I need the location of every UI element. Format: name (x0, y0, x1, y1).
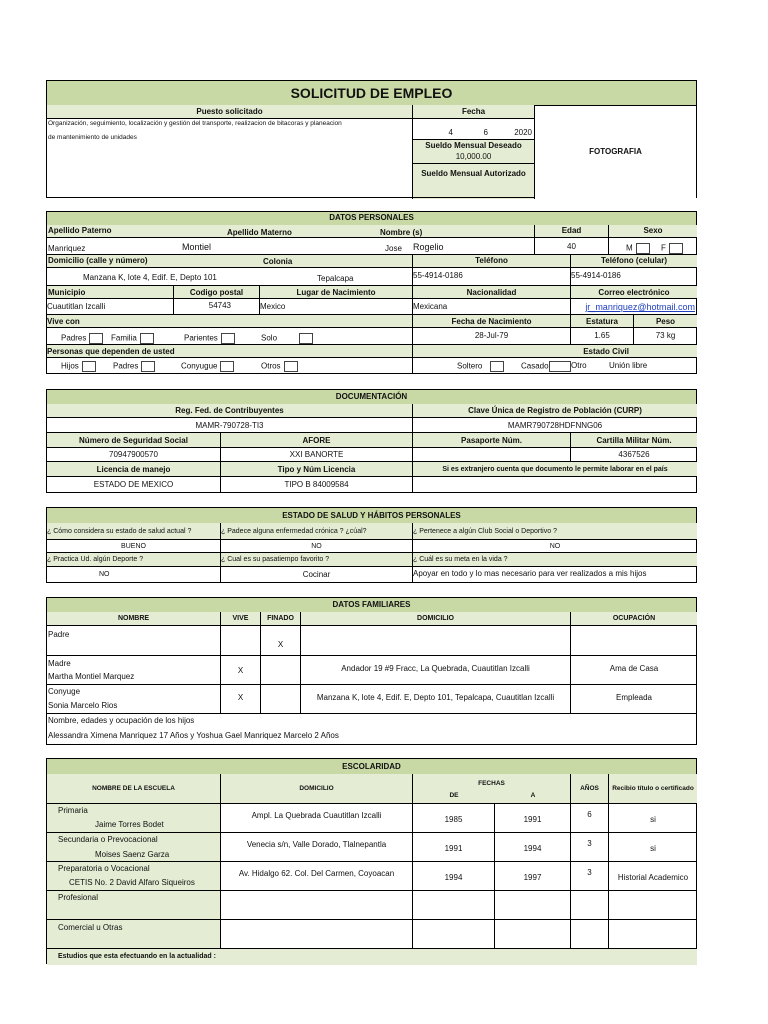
curp-value[interactable]: MAMR790728HDFNNG06 (413, 418, 697, 433)
esc-nivel: Primaria (58, 806, 88, 815)
esc-de-label: DE (449, 792, 459, 799)
esc-row-secundaria[interactable] (47, 833, 221, 862)
nac-value[interactable]: Mexicana (413, 299, 571, 315)
dependientes-row (47, 358, 413, 373)
tipo-licencia-label: Tipo y Núm Licencia (221, 462, 413, 477)
fam-col-ocupacion: OCUPACIÓN (571, 612, 697, 626)
esc-de[interactable]: 1994 (413, 862, 495, 891)
esc-row-primaria[interactable] (47, 804, 221, 833)
esc-a-label: A (530, 792, 536, 799)
fam-vive[interactable] (221, 626, 261, 656)
esc-de[interactable] (413, 920, 495, 949)
esc-titulo[interactable]: si (609, 804, 697, 833)
civil-soltero: Soltero (457, 361, 504, 372)
esc-titulo[interactable] (609, 891, 697, 920)
sexo-value (609, 238, 697, 255)
esc-escuela: CETIS No. 2 David Alfaro Siqueiros (69, 878, 195, 887)
datos-personales (46, 211, 697, 374)
q-club: ¿ Pertenece a algún Club Social o Deportivo ? (413, 523, 697, 540)
est-value[interactable]: 1.65 (571, 328, 634, 345)
fam-finado[interactable] (261, 656, 301, 685)
documentacion (46, 389, 697, 493)
esc-escuela: Jaime Torres Bodet (95, 820, 164, 829)
esc-anos[interactable]: 6 (571, 804, 609, 833)
esc-nivel: Comercial u Otras (58, 923, 123, 932)
civil-union: Unión libre (609, 361, 648, 370)
esc-nivel: Profesional (58, 893, 99, 902)
peso-label: Peso (634, 315, 697, 328)
civil-casado: Casado (521, 361, 571, 372)
civil-casado-checkbox[interactable] (549, 361, 571, 372)
fam-ocupacion[interactable]: Empleada (571, 685, 697, 714)
ap-mat-value: Montiel (182, 242, 212, 252)
dep-otros-checkbox[interactable] (284, 361, 298, 372)
ap-mat-label: Apellido Materno (227, 228, 292, 237)
vive-parientes: Parientes (184, 333, 235, 344)
esc-a[interactable]: 1997 (495, 862, 571, 891)
fam-vive[interactable]: X (221, 656, 261, 685)
fam-domicilio[interactable]: Manzana K, lote 4, Edif. E, Depto 101, Tepalcapa, Cuautitlan Izcalli (301, 685, 571, 714)
nombre2-value: Rogelio (413, 242, 444, 252)
esc-domicilio[interactable]: Ampl. La Quebrada Cuautitlan Izcalli (221, 804, 413, 833)
vive-familia-checkbox[interactable] (140, 333, 154, 344)
vive-solo-checkbox[interactable] (299, 333, 313, 344)
hijos-value: Alessandra Ximena Manriquez 17 Años y Yoshua Gael Manriquez Marcelo 2 Años (48, 731, 339, 740)
col-value: Tepalcapa (317, 274, 354, 283)
fam-rel: Conyuge (48, 687, 81, 696)
peso-value[interactable]: 73 kg (634, 328, 697, 345)
tel-label: Teléfono (413, 255, 571, 268)
est-label: Estatura (571, 315, 634, 328)
extranjero-value[interactable] (413, 477, 697, 492)
vive-label: Vive con (47, 315, 413, 328)
esc-col-anos: AÑOS (571, 774, 609, 804)
nss-label: Número de Seguridad Social (47, 433, 221, 448)
dep-padres: Padres (113, 361, 155, 372)
fam-finado[interactable]: X (261, 626, 301, 656)
fam-col-domicilio: DOMICILIO (301, 612, 571, 626)
esc-escuela: Moises Saenz Garza (95, 850, 170, 859)
fam-col-vive: VIVE (221, 612, 261, 626)
tipo-licencia-value[interactable]: TIPO B 84009584 (221, 477, 413, 492)
sueldo-deseado-value: 10,000.00 (455, 152, 492, 161)
a-enfermedad[interactable]: NO (221, 540, 413, 553)
lugar-label: Lugar de Nacimiento (260, 286, 413, 299)
a-pasatiempo[interactable]: Cocinar (221, 567, 413, 582)
civil-label: Estado Civil (413, 345, 697, 358)
cel-value[interactable]: 55-4914-0186 (571, 268, 697, 286)
fecha-label: Fecha (413, 105, 535, 119)
vive-padres: Padres (61, 333, 103, 344)
esc-actual-row[interactable] (47, 949, 697, 965)
cartilla-label: Cartilla Militar Núm. (571, 433, 697, 448)
fam-vive[interactable]: X (221, 685, 261, 714)
esc-de[interactable]: 1991 (413, 833, 495, 862)
fam-row-madre[interactable] (47, 656, 221, 685)
esc-a[interactable] (495, 920, 571, 949)
licencia-value[interactable]: ESTADO DE MEXICO (47, 477, 221, 492)
extranjero-label: Si es extranjero cuenta que documento le permite laborar en el país (413, 462, 697, 477)
sueldo-autorizado[interactable] (413, 164, 535, 199)
salud-header: ESTADO DE SALUD Y HÁBITOS PERSONALES (47, 508, 696, 524)
cp-value[interactable]: 54743 (174, 299, 260, 315)
licencia-label: Licencia de manejo (47, 462, 221, 477)
esc-fechas-label: FECHAS (478, 780, 505, 787)
puesto-label: Puesto solicitado (47, 105, 413, 119)
esc-header: ESCOLARIDAD (47, 759, 696, 775)
fam-ocupacion[interactable]: Ama de Casa (571, 656, 697, 685)
dep-otros: Otros (261, 361, 298, 372)
top-section (46, 80, 697, 198)
form-title: SOLICITUD DE EMPLEO (47, 81, 696, 106)
esc-titulo[interactable]: Historial Academico (609, 862, 697, 891)
fam-ocupacion[interactable] (571, 626, 697, 656)
esc-col-domicilio: DOMICILIO (221, 774, 413, 804)
nombre-row[interactable] (47, 238, 535, 255)
esc-titulo[interactable] (609, 920, 697, 949)
fam-rel: Madre (48, 659, 71, 668)
vive-con-row (47, 328, 413, 345)
sexo-m-checkbox[interactable] (636, 243, 650, 254)
a-salud[interactable]: BUENO (47, 540, 221, 553)
puesto-value[interactable] (47, 119, 413, 199)
correo-label: Correo electrónico (571, 286, 697, 299)
dom-label: Domicilio (calle y número) (48, 256, 148, 265)
hijos-row[interactable] (47, 714, 697, 744)
fam-nombre: Sonia Marcelo Rios (48, 701, 118, 710)
puesto-line1: Organización, seguimiento, localización y gestión del transporte, realizacion de bitacoras y planeacion (48, 120, 342, 127)
fecha-anio: 2020 (514, 128, 532, 137)
q-deporte: ¿ Practica Ud. algún Deporte ? (47, 553, 221, 567)
lugar-value[interactable]: Mexico (260, 299, 413, 315)
q-pasatiempo: ¿ Cual es su pasatiempo favorito ? (221, 553, 413, 567)
civil-soltero-checkbox[interactable] (490, 361, 504, 372)
civil-otro: Otro (571, 361, 587, 370)
fam-col-finado: FINADO (261, 612, 301, 626)
esc-col-escuela: NOMBRE DE LA ESCUELA (47, 774, 221, 804)
datos-familiares (46, 597, 697, 745)
esc-nivel: Secundaria o Prevocacional (58, 835, 158, 844)
cp-label: Codigo postal (174, 286, 260, 299)
vive-padres-checkbox[interactable] (89, 333, 103, 344)
esc-row-comercial[interactable] (47, 920, 221, 949)
q-meta: ¿ Cuál es su meta en la vida ? (413, 553, 697, 567)
fnac-label: Fecha de Nacimiento (413, 315, 571, 328)
vive-parientes-checkbox[interactable] (221, 333, 235, 344)
sexo-f-checkbox[interactable] (669, 243, 683, 254)
cel-label: Teléfono (celular) (571, 255, 697, 268)
fam-col-nombre: NOMBRE (47, 612, 221, 626)
nombre-label-row (47, 225, 535, 238)
dep-conyugue: Conyugue (181, 361, 234, 372)
rfc-value[interactable]: MAMR-790728-TI3 (47, 418, 413, 433)
esc-domicilio[interactable]: Venecia s/n, Valle Dorado, Tlalnepantla (221, 833, 413, 862)
dom-value: Manzana K, lote 4, Edif. E, Depto 101 (83, 273, 217, 282)
ap-pat-value: Manriquez (48, 244, 86, 253)
dep-hijos: Hijos (61, 361, 96, 372)
mun-label: Municipio (47, 286, 174, 299)
cartilla-value[interactable]: 4367526 (571, 448, 697, 462)
puesto-line2: de mantenimiento de unidades (48, 134, 137, 141)
rfc-label: Reg. Fed. de Contribuyentes (47, 404, 413, 418)
dep-hijos-checkbox[interactable] (82, 361, 96, 372)
esc-domicilio[interactable] (221, 920, 413, 949)
domicilio-row[interactable] (47, 268, 413, 286)
fnac-value[interactable]: 28-Jul-79 (413, 328, 571, 345)
fecha-dia: 4 (448, 128, 453, 137)
esc-row-preparatoria[interactable] (47, 862, 221, 891)
esc-domicilio[interactable] (221, 891, 413, 920)
sueldo-deseado-label: Sueldo Mensual Deseado (425, 141, 522, 150)
nombre-label: Nombre (s) (380, 228, 423, 237)
fam-domicilio[interactable] (301, 626, 571, 656)
fecha-mes: 6 (483, 128, 488, 137)
esc-col-titulo: Recibio título o certificado (609, 774, 697, 804)
esc-col-fechas (413, 774, 571, 804)
domicilio-label-row (47, 255, 413, 268)
mun-value[interactable]: Cuautitlan Izcalli (47, 299, 174, 315)
dep-label: Personas que dependen de usted (47, 345, 413, 358)
escolaridad (46, 758, 697, 964)
estado-salud (46, 507, 697, 583)
edad-label: Edad (535, 225, 609, 238)
esc-a[interactable]: 1994 (495, 833, 571, 862)
edad-value[interactable]: 40 (535, 238, 609, 255)
sexo-label: Sexo (609, 225, 697, 238)
tel-value[interactable]: 55-4914-0186 (413, 268, 571, 286)
esc-domicilio[interactable]: Av. Hidalgo 62. Col. Del Carmen, Coyoacan (221, 862, 413, 891)
nss-value[interactable]: 70947900570 (47, 448, 221, 462)
doc-header: DOCUMENTACIÓN (47, 390, 696, 405)
nombre1-value: Jose (385, 244, 402, 253)
q-salud: ¿ Cómo considera su estado de salud actual ? (47, 523, 221, 540)
pasaporte-label: Pasaporte Núm. (413, 433, 571, 448)
esc-anos[interactable] (571, 920, 609, 949)
esc-anos[interactable]: 3 (571, 862, 609, 891)
esc-actual-label: Estudios que esta efectuando en la actualidad : (58, 953, 216, 960)
pasaporte-value[interactable] (413, 448, 571, 462)
dep-padres-checkbox[interactable] (141, 361, 155, 372)
esc-de[interactable] (413, 891, 495, 920)
esc-a[interactable]: 1991 (495, 804, 571, 833)
curp-label: Clave Única de Registro de Población (CURP) (413, 404, 697, 418)
sueldo-deseado[interactable] (413, 140, 535, 164)
fam-rel: Padre (48, 630, 70, 639)
fecha-value[interactable] (413, 119, 535, 140)
esc-anos[interactable] (571, 891, 609, 920)
personales-header: DATOS PERSONALES (47, 212, 696, 226)
fam-nombre: Martha Montiel Marquez (48, 672, 135, 681)
estado-civil-row (413, 358, 697, 373)
hijos-label: Nombre, edades y ocupación de los hijos (48, 716, 195, 725)
esc-a[interactable] (495, 891, 571, 920)
esc-anos[interactable]: 3 (571, 833, 609, 862)
esc-row-profesional[interactable] (47, 891, 221, 920)
nac-label: Nacionalidad (413, 286, 571, 299)
q-enfermedad: ¿ Padece alguna enfermedad crónica ? ¿cúal? (221, 523, 413, 540)
vive-familia: Familia (111, 333, 154, 344)
foto-placeholder: FOTOGRAFIA (589, 147, 642, 156)
fam-row-padre[interactable] (47, 626, 221, 656)
col-label: Colonia (263, 257, 293, 266)
correo-link[interactable]: jr_manriquez@hotmail.com (571, 299, 697, 315)
fam-finado[interactable] (261, 685, 301, 714)
top-bottom-line (46, 197, 535, 198)
a-meta[interactable]: Apoyar en todo y lo mas necesario para ver realizados a mis hijos (413, 569, 647, 578)
afore-label: AFORE (221, 433, 413, 448)
vive-solo: Solo (261, 333, 313, 344)
sexo-f: F (661, 243, 683, 254)
a-club[interactable]: NO (413, 540, 697, 553)
familia-header: DATOS FAMILIARES (47, 598, 696, 613)
sueldo-autorizado-label: Sueldo Mensual Autorizado (421, 169, 526, 178)
a-deporte[interactable]: NO (47, 567, 221, 582)
sexo-m: M (626, 243, 650, 254)
ap-pat-label: Apellido Paterno (48, 226, 112, 235)
esc-de[interactable]: 1985 (413, 804, 495, 833)
esc-titulo[interactable]: si (609, 833, 697, 862)
afore-value[interactable]: XXI BANORTE (221, 448, 413, 462)
esc-nivel: Preparatoria o Vocacional (58, 864, 150, 873)
dep-conyugue-checkbox[interactable] (220, 361, 234, 372)
fam-row-conyuge[interactable] (47, 685, 221, 714)
fam-domicilio[interactable]: Andador 19 #9 Fracc, La Quebrada, Cuautitlan Izcalli (301, 656, 571, 685)
